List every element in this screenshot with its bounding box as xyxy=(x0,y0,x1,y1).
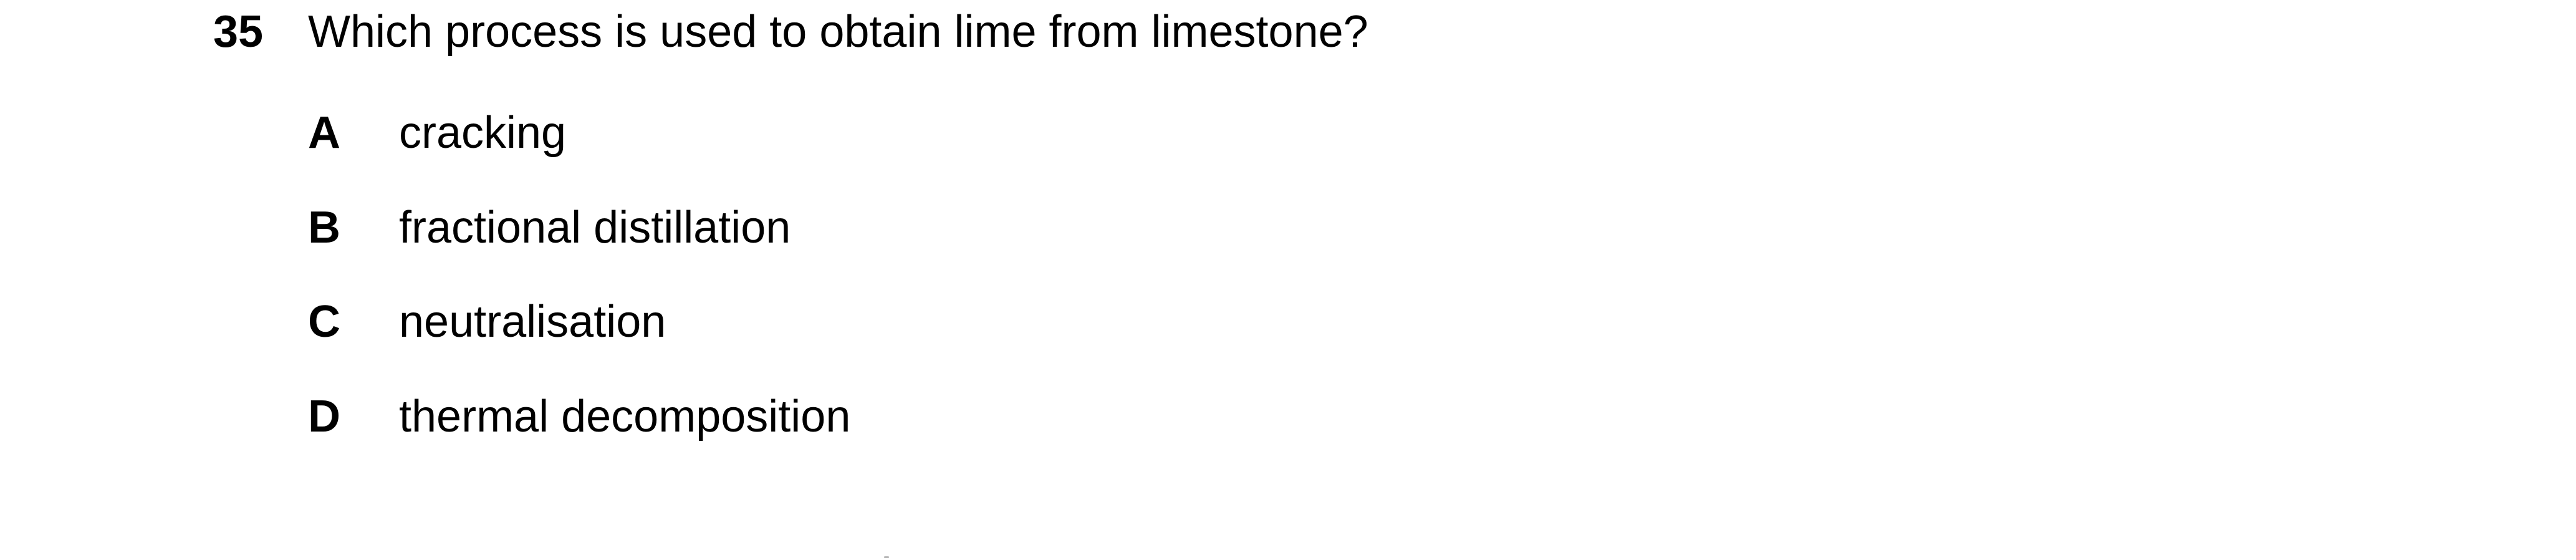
answer-options xyxy=(308,105,1804,491)
option-d xyxy=(308,389,1804,445)
option-letter: A xyxy=(308,108,340,158)
option-text: neutralisation xyxy=(399,297,666,347)
option-letter: C xyxy=(308,297,340,347)
option-text: cracking xyxy=(399,108,567,158)
option-b xyxy=(308,200,1804,256)
question-text: Which process is used to obtain lime from limestone? xyxy=(308,7,1368,57)
question-number: 35 xyxy=(213,7,264,57)
scan-speck xyxy=(884,556,889,558)
option-a xyxy=(308,105,1804,161)
option-letter: B xyxy=(308,203,340,253)
option-letter: D xyxy=(308,392,340,442)
option-text: fractional distillation xyxy=(399,203,791,253)
option-text: thermal decomposition xyxy=(399,392,851,442)
option-c xyxy=(308,294,1804,350)
